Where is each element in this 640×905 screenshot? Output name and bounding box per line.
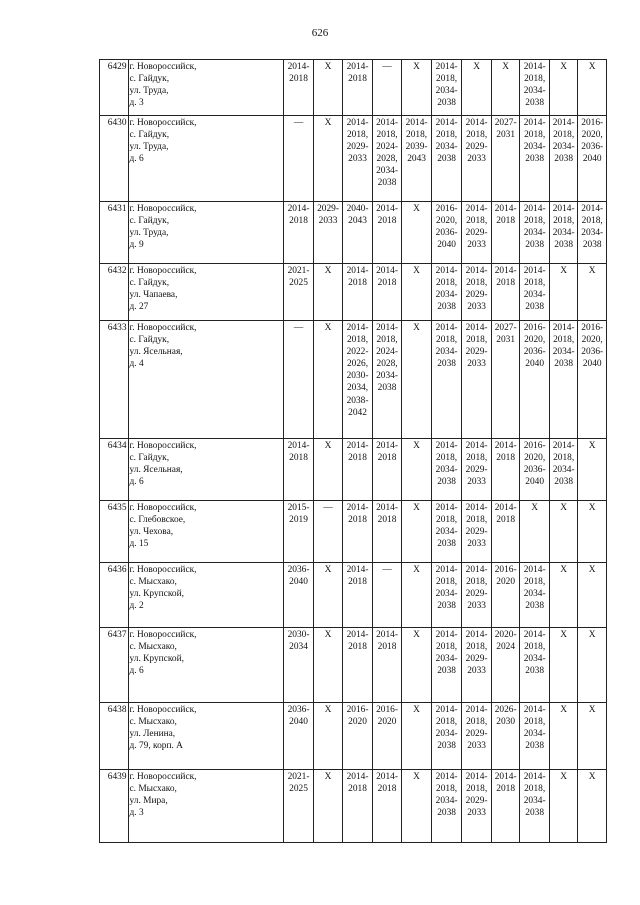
address-line: с. Гайдук, xyxy=(129,74,170,85)
not-applicable-mark: X xyxy=(520,501,550,563)
table-row xyxy=(100,501,607,563)
table-row xyxy=(100,703,607,770)
repair-period-cell: 2014- 2018 xyxy=(343,439,373,501)
table-row xyxy=(100,264,607,321)
address-line: д. 9 xyxy=(129,240,144,251)
repair-period-cell: 2014- 2018, 2034- 2038 xyxy=(431,439,462,501)
repair-period-cell: 2014- 2018 xyxy=(372,770,402,843)
not-applicable-mark: X xyxy=(402,563,432,628)
address-line: ул. Мира, xyxy=(129,796,168,807)
repair-period-cell: 2014- 2018, 2029- 2033 xyxy=(462,439,492,501)
address-line: д. 27 xyxy=(129,302,149,313)
repair-period-cell: 2014- 2018 xyxy=(491,770,520,843)
table-row xyxy=(100,321,607,439)
address-line: с. Гайдук, xyxy=(129,335,170,346)
row-number: 6439 xyxy=(100,770,129,843)
repair-period-cell: 2014- 2018 xyxy=(491,439,520,501)
address-cell xyxy=(128,60,284,116)
address-cell xyxy=(128,501,284,563)
repair-period-cell: 2014- 2018, 2034- 2038 xyxy=(520,202,550,264)
not-applicable-mark: X xyxy=(402,321,432,439)
row-number: 6433 xyxy=(100,321,129,439)
address-cell xyxy=(128,202,284,264)
repair-period-cell: 2015- 2019 xyxy=(284,501,314,563)
row-number: 6431 xyxy=(100,202,129,264)
repair-period-cell: 2036- 2040 xyxy=(284,563,314,628)
page-number: 626 xyxy=(311,27,329,39)
repair-period-cell: 2014- 2018 xyxy=(372,264,402,321)
not-applicable-mark: X xyxy=(578,563,607,628)
address-line: г. Новороссийск, xyxy=(129,565,197,575)
address-line: ул. Ясельная, xyxy=(129,465,183,476)
address-line: г. Новороссийск, xyxy=(129,266,197,276)
address-line: д. 6 xyxy=(129,154,144,165)
address-line: ул. Труда, xyxy=(129,142,169,153)
table-row xyxy=(100,202,607,264)
repair-period-cell: 2014- 2018 xyxy=(491,264,520,321)
address-line: г. Новороссийск, xyxy=(129,630,197,640)
repair-period-cell: 2014- 2018, 2029- 2033 xyxy=(462,628,492,703)
repair-period-cell: 2014- 2018 xyxy=(491,202,520,264)
not-applicable-mark: X xyxy=(549,264,578,321)
address-line: с. Глебовское, xyxy=(129,515,186,526)
not-applicable-mark: X xyxy=(549,703,578,770)
address-line: с. Мысхако, xyxy=(129,642,177,653)
address-cell xyxy=(128,770,284,843)
repair-period-cell: 2014- 2018, 2029- 2033 xyxy=(462,116,492,202)
address-line: г. Новороссийск, xyxy=(129,772,197,782)
address-cell xyxy=(128,703,284,770)
address-line: ул. Чапаева, xyxy=(129,290,178,301)
repair-period-cell: 2014- 2018, 2034- 2038 xyxy=(578,202,607,264)
repair-period-cell: 2014- 2018, 2034- 2038 xyxy=(549,321,578,439)
not-applicable-mark: X xyxy=(549,770,578,843)
not-applicable-mark: X xyxy=(402,439,432,501)
address-cell xyxy=(128,321,284,439)
not-applicable-mark: X xyxy=(549,501,578,563)
not-applicable-mark: X xyxy=(578,264,607,321)
repair-period-cell: 2014- 2018, 2029- 2033 xyxy=(462,202,492,264)
row-number: 6429 xyxy=(100,60,129,116)
address-line: ул. Ясельная, xyxy=(129,347,183,358)
not-applicable-mark: X xyxy=(313,264,343,321)
repair-period-cell: 2014- 2018, 2029- 2033 xyxy=(462,321,492,439)
address-line: д. 4 xyxy=(129,359,144,370)
address-cell xyxy=(128,439,284,501)
row-number: 6438 xyxy=(100,703,129,770)
repair-period-cell: 2014- 2018, 2029- 2033 xyxy=(462,703,492,770)
repair-period-cell: 2014- 2018, 2029- 2033 xyxy=(462,501,492,563)
repair-period-cell: 2020- 2024 xyxy=(491,628,520,703)
repair-period-cell: 2014- 2018 xyxy=(343,501,373,563)
address-line: г. Новороссийск, xyxy=(129,441,197,451)
repair-period-cell: — xyxy=(372,60,402,116)
repair-period-cell: 2014- 2018 xyxy=(284,202,314,264)
repair-period-cell: 2026- 2030 xyxy=(491,703,520,770)
address-line: с. Мысхако, xyxy=(129,577,177,588)
repair-period-cell: 2016- 2020 xyxy=(372,703,402,770)
table-row xyxy=(100,770,607,843)
address-line: с. Гайдук, xyxy=(129,453,170,464)
address-cell xyxy=(128,116,284,202)
repair-period-cell: 2014- 2018, 2039- 2043 xyxy=(402,116,432,202)
not-applicable-mark: X xyxy=(491,60,520,116)
address-cell xyxy=(128,563,284,628)
address-line: ул. Ленина, xyxy=(129,729,176,740)
repair-period-cell: 2021- 2025 xyxy=(284,264,314,321)
not-applicable-mark: X xyxy=(402,628,432,703)
address-line: д. 6 xyxy=(129,477,144,488)
address-line: ул. Крупской, xyxy=(129,589,184,600)
not-applicable-mark: X xyxy=(578,628,607,703)
address-line: г. Новороссийск, xyxy=(129,705,197,715)
repair-period-cell: 2014- 2018, 2034- 2038 xyxy=(431,770,462,843)
not-applicable-mark: X xyxy=(402,770,432,843)
repair-period-cell: 2014- 2018, 2034- 2038 xyxy=(431,501,462,563)
repair-period-cell: — xyxy=(284,321,314,439)
repair-period-cell: 2014- 2018, 2034- 2038 xyxy=(520,703,550,770)
repair-period-cell: 2036- 2040 xyxy=(284,703,314,770)
repair-period-cell: 2014- 2018, 2034- 2038 xyxy=(431,321,462,439)
repair-period-cell: 2014- 2018, 2034- 2038 xyxy=(431,563,462,628)
repair-period-cell: 2027- 2031 xyxy=(491,116,520,202)
table-row xyxy=(100,439,607,501)
housing-repair-schedule-table xyxy=(99,59,607,843)
repair-period-cell: 2027- 2031 xyxy=(491,321,520,439)
address-cell xyxy=(128,628,284,703)
not-applicable-mark: X xyxy=(313,116,343,202)
not-applicable-mark: X xyxy=(402,501,432,563)
repair-period-cell: 2014- 2018 xyxy=(343,563,373,628)
not-applicable-mark: X xyxy=(549,628,578,703)
table-row xyxy=(100,116,607,202)
not-applicable-mark: X xyxy=(313,563,343,628)
repair-period-cell: 2014- 2018, 2034- 2038 xyxy=(431,628,462,703)
repair-period-cell: 2014- 2018 xyxy=(284,439,314,501)
row-number: 6434 xyxy=(100,439,129,501)
not-applicable-mark: X xyxy=(313,439,343,501)
repair-period-cell: — xyxy=(284,116,314,202)
repair-period-cell: 2016- 2020, 2036- 2040 xyxy=(520,321,550,439)
repair-period-cell: 2014- 2018 xyxy=(343,770,373,843)
repair-period-cell: 2016- 2020, 2036- 2040 xyxy=(578,116,607,202)
repair-period-cell: 2014- 2018 xyxy=(491,501,520,563)
address-line: г. Новороссийск, xyxy=(129,503,197,513)
repair-period-cell: 2014- 2018 xyxy=(343,628,373,703)
not-applicable-mark: X xyxy=(402,202,432,264)
address-line: с. Гайдук, xyxy=(129,278,170,289)
repair-period-cell: 2014- 2018, 2034- 2038 xyxy=(549,202,578,264)
address-line: с. Мысхако, xyxy=(129,717,177,728)
not-applicable-mark: X xyxy=(402,264,432,321)
address-line: с. Гайдук, xyxy=(129,130,170,141)
not-applicable-mark: X xyxy=(402,60,432,116)
repair-period-cell: 2014- 2018 xyxy=(372,439,402,501)
row-number: 6437 xyxy=(100,628,129,703)
repair-period-cell: 2014- 2018 xyxy=(372,202,402,264)
repair-period-cell: 2014- 2018 xyxy=(343,60,373,116)
repair-period-cell: 2016- 2020, 2036- 2040 xyxy=(431,202,462,264)
address-cell xyxy=(128,264,284,321)
repair-period-cell: 2016- 2020, 2036- 2040 xyxy=(578,321,607,439)
repair-period-cell: 2014- 2018 xyxy=(372,628,402,703)
not-applicable-mark: X xyxy=(578,501,607,563)
repair-period-cell: 2014- 2018, 2034- 2038 xyxy=(431,116,462,202)
repair-period-cell: 2014- 2018, 2029- 2033 xyxy=(462,770,492,843)
repair-period-cell: 2014- 2018 xyxy=(284,60,314,116)
repair-period-cell: 2014- 2018, 2029- 2033 xyxy=(343,116,373,202)
repair-period-cell: 2040- 2043 xyxy=(343,202,373,264)
row-number: 6436 xyxy=(100,563,129,628)
address-line: ул. Труда, xyxy=(129,228,169,239)
address-line: ул. Крупской, xyxy=(129,654,184,665)
address-line: г. Новороссийск, xyxy=(129,323,197,333)
not-applicable-mark: X xyxy=(549,563,578,628)
address-line: с. Мысхако, xyxy=(129,784,177,795)
row-number: 6430 xyxy=(100,116,129,202)
repair-period-cell: 2014- 2018, 2029- 2033 xyxy=(462,563,492,628)
address-line: ул. Труда, xyxy=(129,86,169,97)
address-line: д. 3 xyxy=(129,808,144,819)
table-row xyxy=(100,60,607,116)
repair-period-cell: 2014- 2018, 2034- 2038 xyxy=(549,116,578,202)
repair-period-cell: 2014- 2018, 2034- 2038 xyxy=(520,264,550,321)
not-applicable-mark: X xyxy=(313,628,343,703)
not-applicable-mark: X xyxy=(313,321,343,439)
repair-period-cell: 2014- 2018, 2024- 2028, 2034- 2038 xyxy=(372,321,402,439)
repair-period-cell: 2030- 2034 xyxy=(284,628,314,703)
address-line: д. 3 xyxy=(129,98,144,109)
repair-period-cell: 2014- 2018 xyxy=(343,264,373,321)
repair-period-cell: 2014- 2018, 2034- 2038 xyxy=(431,60,462,116)
repair-period-cell: 2014- 2018, 2034- 2038 xyxy=(549,439,578,501)
not-applicable-mark: X xyxy=(313,703,343,770)
table-body xyxy=(100,60,607,843)
repair-period-cell: 2016- 2020, 2036- 2040 xyxy=(520,439,550,501)
not-applicable-mark: X xyxy=(578,770,607,843)
table-row xyxy=(100,628,607,703)
repair-period-cell: 2014- 2018, 2034- 2038 xyxy=(431,264,462,321)
not-applicable-mark: X xyxy=(313,770,343,843)
repair-period-cell: 2016- 2020 xyxy=(491,563,520,628)
repair-period-cell: 2014- 2018 xyxy=(372,501,402,563)
not-applicable-mark: X xyxy=(313,60,343,116)
repair-period-cell: 2014- 2018, 2034- 2038 xyxy=(431,703,462,770)
address-line: г. Новороссийск, xyxy=(129,118,197,128)
address-line: д. 15 xyxy=(129,539,149,550)
address-line: с. Гайдук, xyxy=(129,216,170,227)
not-applicable-mark: X xyxy=(578,703,607,770)
repair-period-cell: 2014- 2018, 2034- 2038 xyxy=(520,60,550,116)
not-applicable-mark: X xyxy=(578,439,607,501)
address-line: г. Новороссийск, xyxy=(129,62,197,72)
row-number: 6432 xyxy=(100,264,129,321)
repair-period-cell: 2029- 2033 xyxy=(313,202,343,264)
repair-period-cell: 2014- 2018, 2034- 2038 xyxy=(520,116,550,202)
repair-period-cell: — xyxy=(313,501,343,563)
not-applicable-mark: X xyxy=(402,703,432,770)
repair-period-cell: 2014- 2018, 2022- 2026, 2030- 2034, 2038- 2042 xyxy=(343,321,373,439)
repair-period-cell: 2014- 2018, 2024- 2028, 2034- 2038 xyxy=(372,116,402,202)
address-line: ул. Чехова, xyxy=(129,527,174,538)
address-line: д. 6 xyxy=(129,666,144,677)
repair-period-cell: 2014- 2018, 2034- 2038 xyxy=(520,770,550,843)
repair-period-cell: 2021- 2025 xyxy=(284,770,314,843)
address-line: д. 2 xyxy=(129,601,144,612)
not-applicable-mark: X xyxy=(462,60,492,116)
repair-period-cell: 2014- 2018, 2034- 2038 xyxy=(520,628,550,703)
address-line: д. 79, корп. А xyxy=(129,741,183,752)
repair-period-cell: 2014- 2018, 2034- 2038 xyxy=(520,563,550,628)
row-number: 6435 xyxy=(100,501,129,563)
not-applicable-mark: X xyxy=(578,60,607,116)
repair-period-cell: 2014- 2018, 2029- 2033 xyxy=(462,264,492,321)
table-row xyxy=(100,563,607,628)
repair-period-cell: 2016- 2020 xyxy=(343,703,373,770)
repair-period-cell: — xyxy=(372,563,402,628)
not-applicable-mark: X xyxy=(549,60,578,116)
address-line: г. Новороссийск, xyxy=(129,204,197,214)
